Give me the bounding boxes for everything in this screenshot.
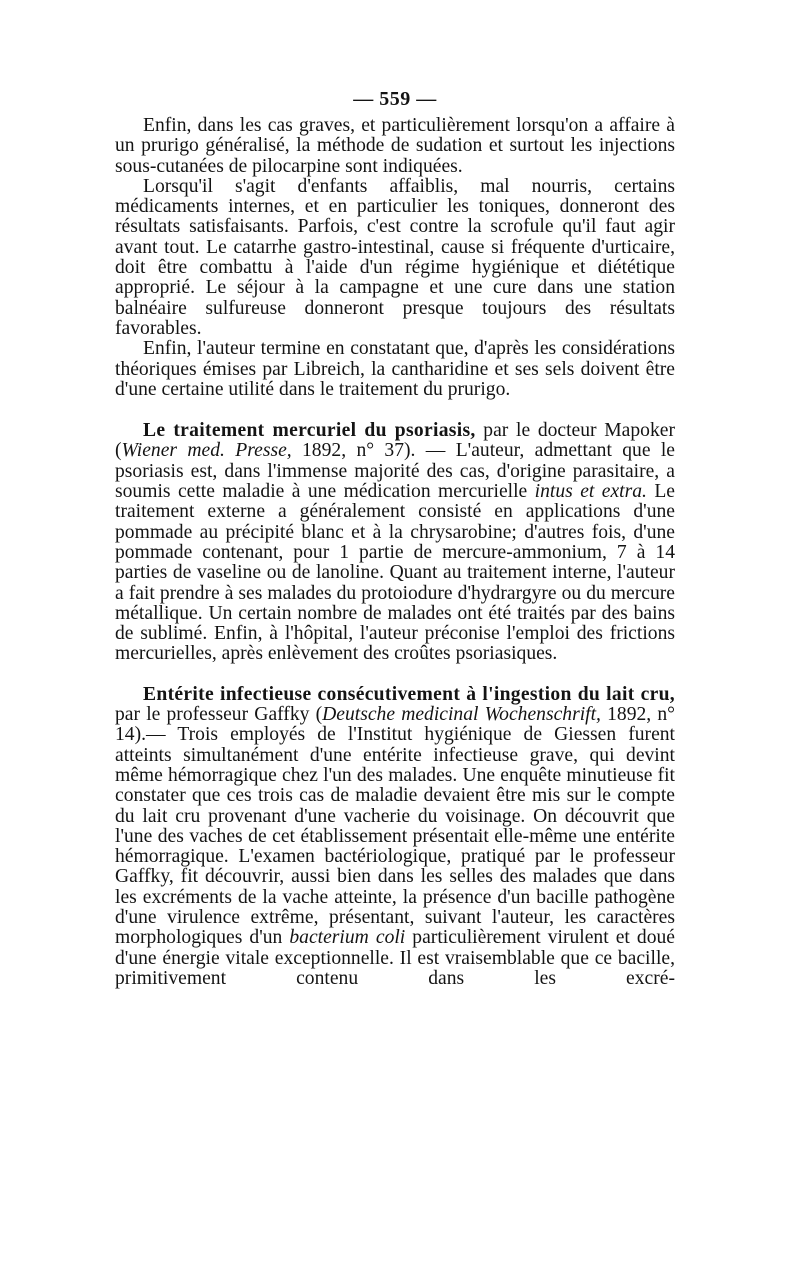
article-enterite-source: Deutsche medicinal Wochenschrift,: [322, 704, 601, 726]
article-psoriasis-body-rest: Le traitement externe a généralement consisté en applications d'une pommade au précipité blanc et à la chrysarobine; d'autres fois, d'une pommade contenant, pour 1 partie de mercure-ammonium, 7 à 14 parties de vaseline ou de lanoline. Quant au traitement interne, l'auteur a fait prendre à ses malades du protoiodure d'hydrargyre ou du mercure métallique. Un certain nombre de malades ont été traités par des bains de sublimé. Enfin, à l'hôpital, l'auteur préconise l'emploi des frictions mercurielles, après enlèvement des croûtes psoriasiques.: [115, 481, 675, 665]
article-psoriasis-emphasis: intus et extra.: [534, 481, 647, 503]
article-enterite-citation: 1892, n° 14).—: [115, 704, 675, 746]
article-psoriasis-byline: par le docteur Mapoker (: [115, 420, 675, 462]
article-enterite-body: Trois employés de l'Institut hygiénique de Giessen furent atteints simultanément d'une entérite infectieuse grave, qui devint même hémorragique chez l'un des malades. Une enquête minutieuse fit constater que ces trois cas de maladie devaient être mis sur le compte du lait cru provenant d'une vacherie du voisinage. On découvrit que l'une des vaches de cet établissement présentait elle-même une entérite hémorragique. L'examen bactériologique, pratiqué par le professeur Gaffky, fit découvrir, aussi bien dans les selles des malades que dans les excréments de la vache atteinte, la présence d'un bacille pathogène d'une virulence extrême, présentant, suivant l'auteur, les caractères morphologiques d'un: [115, 724, 676, 949]
paragraph-cantharidine: Enfin, l'auteur termine en constatant que, d'après les considérations théoriques émises par Libreich, la cantharidine et ses sels doivent être d'une certaine utilité dans le traitement du prurigo.: [115, 338, 675, 400]
page-number: — 559 —: [353, 88, 437, 110]
article-psoriasis-source: Wiener med. Presse,: [121, 440, 292, 462]
article-enterite: [115, 685, 675, 989]
article-psoriasis-heading: Le traitement mercuriel du psoriasis,: [143, 420, 476, 442]
article-enterite-emphasis: bacterium coli: [289, 927, 406, 949]
paragraph-enfants: Lorsqu'il s'agit d'enfants affaiblis, mal nourris, certains médicaments internes, et en particulier les toniques, donneront des résultats satisfaisants. Parfois, c'est contre la scrofule qu'il faut agir avant tout. Le catarrhe gastro-intestinal, cause si fréquente d'urticaire, doit être combattu à l'aide d'un régime hygiénique et diététique approprié. Le séjour à la campagne et une cure dans une station balnéaire sulfureuse donneront presque toujours des résultats favorables.: [115, 175, 675, 339]
article-enterite-heading: Entérite infectieuse consécutivement à l'ingestion du lait cru,: [143, 683, 675, 705]
paragraph-sudation: Enfin, dans les cas graves, et particulièrement lorsqu'on a affaire à un prurigo généralisé, la méthode de sudation et surtout les injections sous-cutanées de pilocarpine sont indiquées.: [115, 115, 675, 177]
article-enterite-body-end: particulièrement virulent et doué d'une énergie vitale exceptionnelle. Il est vraisemblable que ce bacille, primitivement contenu dans les excré-: [115, 927, 675, 989]
book-page: [115, 88, 675, 989]
article-psoriasis-citation: 1892, n° 37). —: [291, 440, 456, 462]
article-enterite-byline: par le professeur Gaffky (: [115, 704, 323, 726]
article-psoriasis-body: L'auteur, admettant que le psoriasis est, dans l'immense majorité des cas, d'origine parasitaire, a soumis cette maladie à une médication mercurielle: [115, 440, 676, 503]
article-psoriasis: [115, 421, 675, 665]
